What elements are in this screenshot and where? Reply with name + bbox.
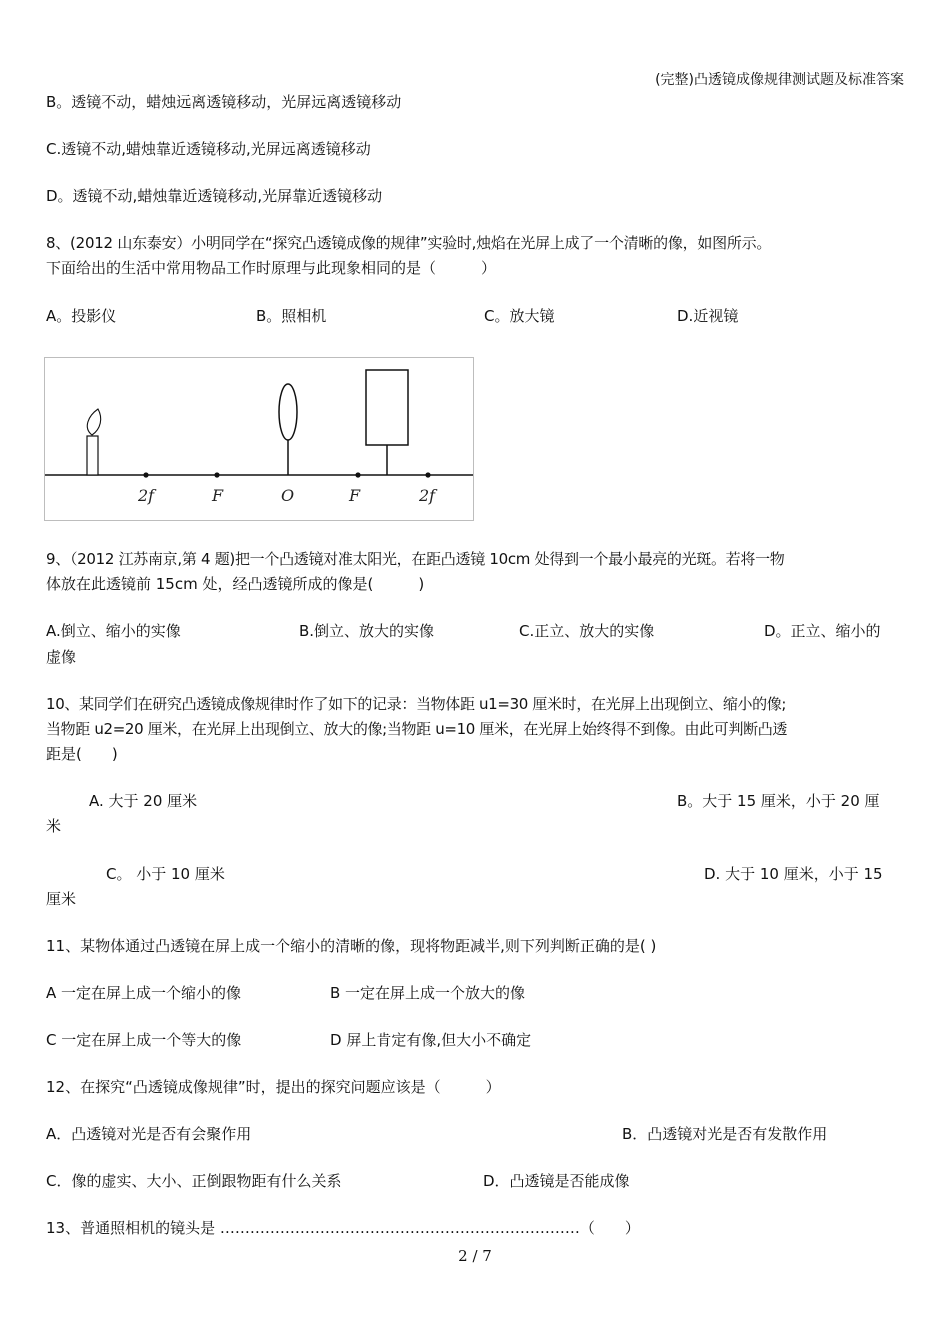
q12-stem: 12、在探究“凸透镜成像规律”时，提出的探究问题应该是（ ） bbox=[46, 1078, 501, 1096]
lens-experiment-figure bbox=[44, 357, 474, 521]
point-f-left bbox=[214, 472, 219, 477]
q12-option-a: A．凸透镜对光是否有会聚作用 bbox=[46, 1125, 252, 1143]
q11-option-d: D 屏上肯定有像,但大小不确定 bbox=[330, 1031, 532, 1049]
q8-stem-line2: 下面给出的生活中常用物品工作时原理与此现象相同的是（ ） bbox=[46, 259, 497, 277]
q10-stem-line1: 10、某同学们在研究凸透镜成像规律时作了如下的记录：当物体距 u1=30 厘米时，在光屏上出现倒立、缩小的像; bbox=[46, 695, 787, 713]
point-2f-left bbox=[143, 472, 148, 477]
point-2f-right bbox=[425, 472, 430, 477]
q13-stem: 13、普通照相机的镜头是 ………………………………………………………………（ ） bbox=[46, 1219, 640, 1237]
q9-stem-line1: 9、（2012 江苏南京,第 4 题)把一个凸透镜对准太阳光，在距凸透镜 10cm 处得到一个最小最亮的光斑。若将一物 bbox=[46, 550, 785, 568]
q12-option-d: D．凸透镜是否能成像 bbox=[483, 1172, 630, 1190]
candle-body bbox=[87, 436, 98, 475]
candle-flame-icon bbox=[87, 409, 100, 435]
q9-stem-line2: 体放在此透镜前 15cm 处，经凸透镜所成的像是( ) bbox=[46, 575, 425, 593]
document-header: (完整)凸透镜成像规律测试题及标准答案 bbox=[655, 72, 904, 88]
q11-option-b: B 一定在屏上成一个放大的像 bbox=[330, 984, 526, 1002]
q10-option-c: C。 小于 10 厘米 bbox=[106, 865, 225, 883]
q8-option-d: D.近视镜 bbox=[677, 307, 739, 325]
q8-option-a: A。投影仪 bbox=[46, 307, 117, 325]
q12-option-c: C．像的虚实、大小、正倒跟物距有什么关系 bbox=[46, 1172, 342, 1190]
q11-option-c: C 一定在屏上成一个等大的像 bbox=[46, 1031, 242, 1049]
q10-stem-line3: 距是( ) bbox=[46, 745, 118, 763]
q9-option-d: D。正立、缩小的 bbox=[764, 622, 881, 640]
q10-option-a: A. 大于 20 厘米 bbox=[89, 792, 198, 810]
q9-option-c: C.正立、放大的实像 bbox=[519, 622, 655, 640]
q7-option-c: C.透镜不动,蜡烛靠近透镜移动,光屏远离透镜移动 bbox=[46, 140, 371, 158]
q9-option-b: B.倒立、放大的实像 bbox=[299, 622, 435, 640]
convex-lens-icon bbox=[279, 384, 297, 440]
q11-option-a: A 一定在屏上成一个缩小的像 bbox=[46, 984, 242, 1002]
q7-option-d: D。透镜不动,蜡烛靠近透镜移动,光屏靠近透镜移动 bbox=[46, 187, 383, 205]
q10-option-d: D. 大于 10 厘米，小于 15 bbox=[704, 865, 883, 883]
label-2f-right: 2f bbox=[419, 486, 436, 505]
q7-option-b: B。透镜不动，蜡烛远离透镜移动，光屏远离透镜移动 bbox=[46, 93, 402, 111]
label-f-left: F bbox=[212, 486, 224, 505]
q11-stem: 11、某物体通过凸透镜在屏上成一个缩小的清晰的像，现将物距减半,则下列判断正确的是( ) bbox=[46, 937, 657, 955]
q8-option-b: B。照相机 bbox=[256, 307, 327, 325]
q12-option-b: B．凸透镜对光是否有发散作用 bbox=[622, 1125, 828, 1143]
label-2f-left: 2f bbox=[138, 486, 155, 505]
q8-option-c: C。放大镜 bbox=[484, 307, 555, 325]
q10-option-b-cont: 米 bbox=[46, 817, 62, 835]
label-f-right: F bbox=[349, 486, 361, 505]
q10-option-b: B。大于 15 厘米，小于 20 厘 bbox=[677, 792, 880, 810]
light-screen bbox=[366, 370, 408, 445]
q10-option-d-cont: 厘米 bbox=[46, 890, 77, 908]
point-f-right bbox=[355, 472, 360, 477]
q8-stem-line1: 8、(2012 山东泰安）小明同学在“探究凸透镜成像的规律”实验时,烛焰在光屏上成了一个清晰的像，如图所示。 bbox=[46, 234, 772, 252]
q9-option-d-cont: 虚像 bbox=[46, 648, 77, 666]
page-number: 2 / 7 bbox=[458, 1247, 492, 1265]
label-o: O bbox=[281, 486, 295, 505]
q10-stem-line2: 当物距 u2=20 厘米，在光屏上出现倒立、放大的像;当物距 u=10 厘米，在光屏上始终得不到像。由此可判断凸透 bbox=[46, 720, 788, 738]
q9-option-a: A.倒立、缩小的实像 bbox=[46, 622, 181, 640]
